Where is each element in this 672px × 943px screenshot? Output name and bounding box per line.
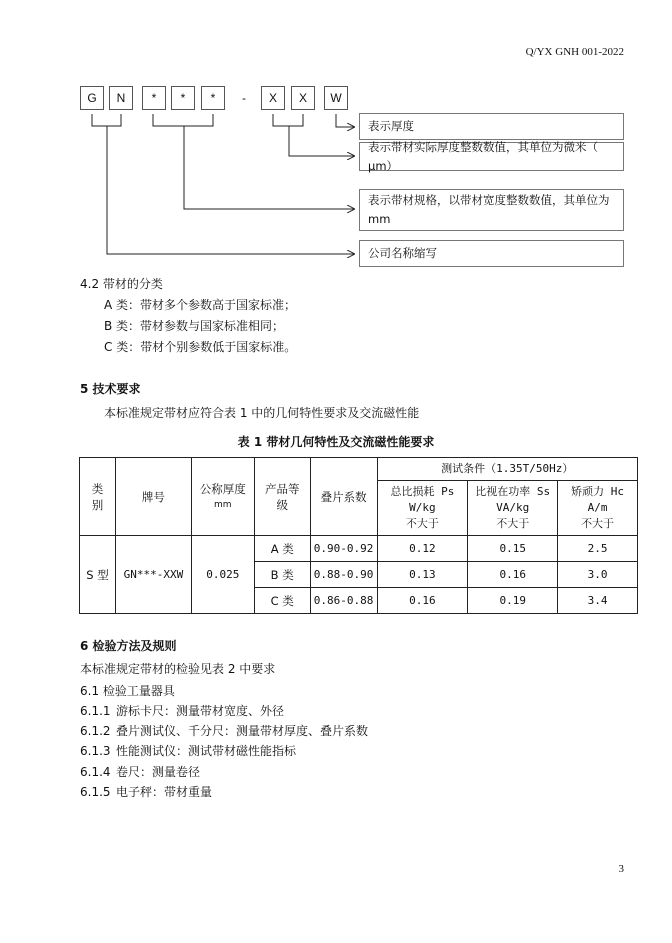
code-char-x2: X [291,86,315,110]
cell-level-a: A 类 [254,536,310,562]
item-6-1-1-text: 游标卡尺：测量带材宽度、外径 [116,704,285,718]
header-loss-label: 总比损耗 Ps [390,485,455,498]
section-4-2-title: 4.2 带材的分类 [80,277,163,291]
code-char-g: G [80,86,104,110]
class-c-item: C 类：带材个别参数低于国家标准。 [104,340,297,354]
item-6-1-2-num: 6.1.2 [80,724,111,738]
header-category: 类别 [80,458,116,536]
cell-level-b: B 类 [254,562,310,588]
header-power-label: 比视在功率 Ss [475,485,551,498]
cell-power-b: 0.16 [468,562,558,588]
header-grade: 牌号 [115,458,191,536]
section-6-title: 6 检验方法及规则 [80,639,177,653]
header-loss [377,481,468,536]
section-6-1-title: 6.1 检验工量器具 [80,684,175,698]
header-coercivity-unit: A/m [587,501,608,514]
code-char-dash: - [242,91,246,105]
cell-level-c: C 类 [254,588,310,614]
class-a-item: A 类：带材多个参数高于国家标准； [104,298,297,312]
header-product-level: 产品等级 [254,458,310,536]
header-thickness-label: 公称厚度 [199,481,246,496]
cell-coercivity-a: 2.5 [558,536,638,562]
header-coercivity-label: 矫顽力 Hc [571,485,624,498]
cell-thickness: 0.025 [191,536,254,614]
item-6-1-4-num: 6.1.4 [80,765,111,779]
cell-coercivity-b: 3.0 [558,562,638,588]
section-5-title: 5 技术要求 [80,382,141,396]
item-6-1-2-text: 叠片测试仪、千分尺：测量带材厚度、叠片系数 [116,724,369,738]
item-6-1-1-num: 6.1.1 [80,704,111,718]
spec-table [79,457,638,614]
section-6-intro: 本标准规定带材的检验见表 2 中要求 [80,662,276,676]
cell-lamination-c: 0.86-0.88 [310,588,377,614]
code-char-star-1: * [142,86,166,110]
desc-thickness: 表示厚度 [359,113,624,140]
cell-power-c: 0.19 [468,588,558,614]
header-loss-limit: 不大于 [405,517,439,530]
cell-lamination-a: 0.90-0.92 [310,536,377,562]
desc-actual-thickness: 表示带材实际厚度整数数值，其单位为微米（ μm） [359,142,624,171]
item-6-1-5-num: 6.1.5 [80,785,111,799]
section-5-intro: 本标准规定带材应符合表 1 中的几何特性要求及交流磁性能 [104,406,420,420]
code-char-star-3: * [201,86,225,110]
header-power-unit: VA/kg [496,501,530,514]
item-6-1-3-num: 6.1.3 [80,744,111,758]
header-loss-unit: W/kg [409,501,436,514]
document-code: Q/YX GNH 001-2022 [525,46,624,58]
cell-grade: GN***-XXW [115,536,191,614]
cell-power-a: 0.15 [468,536,558,562]
code-char-w: W [324,86,348,110]
cell-loss-a: 0.12 [377,536,468,562]
header-thickness-unit: mm [214,499,232,510]
code-char-star-2: * [171,86,195,110]
header-lamination: 叠片系数 [310,458,377,536]
class-b-item: B 类：带材参数与国家标准相同； [104,319,285,333]
cell-lamination-b: 0.88-0.90 [310,562,377,588]
cell-loss-b: 0.13 [377,562,468,588]
desc-company: 公司名称缩写 [359,240,624,267]
header-thickness [191,458,254,536]
cell-loss-c: 0.16 [377,588,468,614]
header-test-condition: 测试条件（1.35T/50Hz） [377,458,637,481]
header-coercivity [558,481,638,536]
page-number: 3 [618,863,624,875]
item-6-1-4-text: 卷尺：测量卷径 [116,765,201,779]
header-coercivity-limit: 不大于 [581,517,615,530]
item-6-1-3-text: 性能测试仪：测试带材磁性能指标 [116,744,297,758]
table-caption: 表 1 带材几何特性及交流磁性能要求 [237,435,435,449]
header-power [468,481,558,536]
cell-category: S 型 [80,536,116,614]
desc-spec: 表示带材规格，以带材宽度整数数值，其单位为mm [359,189,624,231]
code-char-n: N [109,86,133,110]
cell-coercivity-c: 3.4 [558,588,638,614]
code-char-x1: X [261,86,285,110]
item-6-1-5-text: 电子秤：带材重量 [116,785,213,799]
header-power-limit: 不大于 [496,517,530,530]
